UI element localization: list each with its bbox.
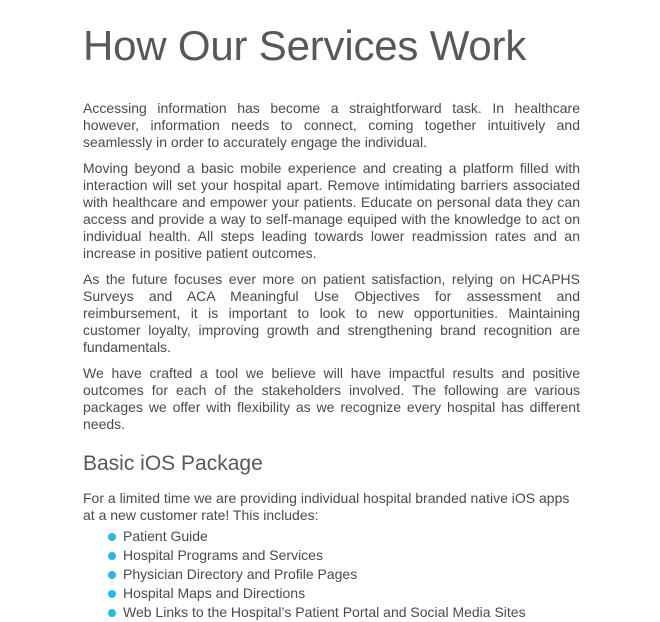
list-item-label: Hospital Programs and Services	[123, 547, 323, 563]
list-item-label: Physician Directory and Profile Pages	[123, 566, 358, 582]
paragraph-intro: Accessing information has become a straightforward task. In healthcare however, information needs to connect, coming together intuitively and seamlessly in order to accurately engage the individual.	[83, 100, 580, 150]
paragraph-platform: Moving beyond a basic mobile experience and creating a platform filled with interaction will set your hospital apart. Remove intimidating barriers associated with healthcare and empower your patients. Educate on personal data they can access and provide a way to self-manage equiped with the knowledge to act on individual health. All steps leading towards lower readmission rates and an increase in positive patient outcomes.	[83, 160, 580, 261]
section-heading: Basic iOS Package	[83, 452, 263, 475]
list-item	[108, 546, 580, 565]
bullet-dot-icon	[108, 571, 116, 579]
list-item-label: Hospital Maps and Directions	[123, 585, 306, 601]
paragraph-future: As the future focuses ever more on patient satisfaction, relying on HCAPHS Surveys and ACA Meaningful Use Objectives for assessment and reimbursement, it is important to look to new opportunities. Maintaining customer loyalty, improving growth and strengthening brand recognition are fundamentals.	[83, 271, 580, 355]
bullet-dot-icon	[108, 552, 116, 560]
paragraph-tool: We have crafted a tool we believe will have impactful results and positive outcomes for each of the stakeholders involved. The following are various packages we offer with flexibility as we recognize every hospital has different needs.	[83, 365, 580, 432]
bullet-dot-icon	[108, 609, 116, 617]
list-item	[108, 565, 580, 584]
list-item	[108, 603, 580, 622]
list-item	[108, 584, 580, 603]
list-item-label: Web Links to the Hospital’s Patient Portal and Social Media Sites	[123, 604, 526, 620]
section-intro: For a limited time we are providing individual hospital branded native iOS apps at a new customer rate! This includes:	[83, 490, 570, 523]
page-title: How Our Services Work	[83, 22, 527, 69]
bullet-dot-icon	[108, 533, 116, 541]
package-feature-list	[83, 527, 580, 622]
list-item-label: Patient Guide	[123, 528, 208, 544]
document-page	[83, 0, 580, 622]
bullet-dot-icon	[108, 590, 116, 598]
list-item	[108, 527, 580, 546]
